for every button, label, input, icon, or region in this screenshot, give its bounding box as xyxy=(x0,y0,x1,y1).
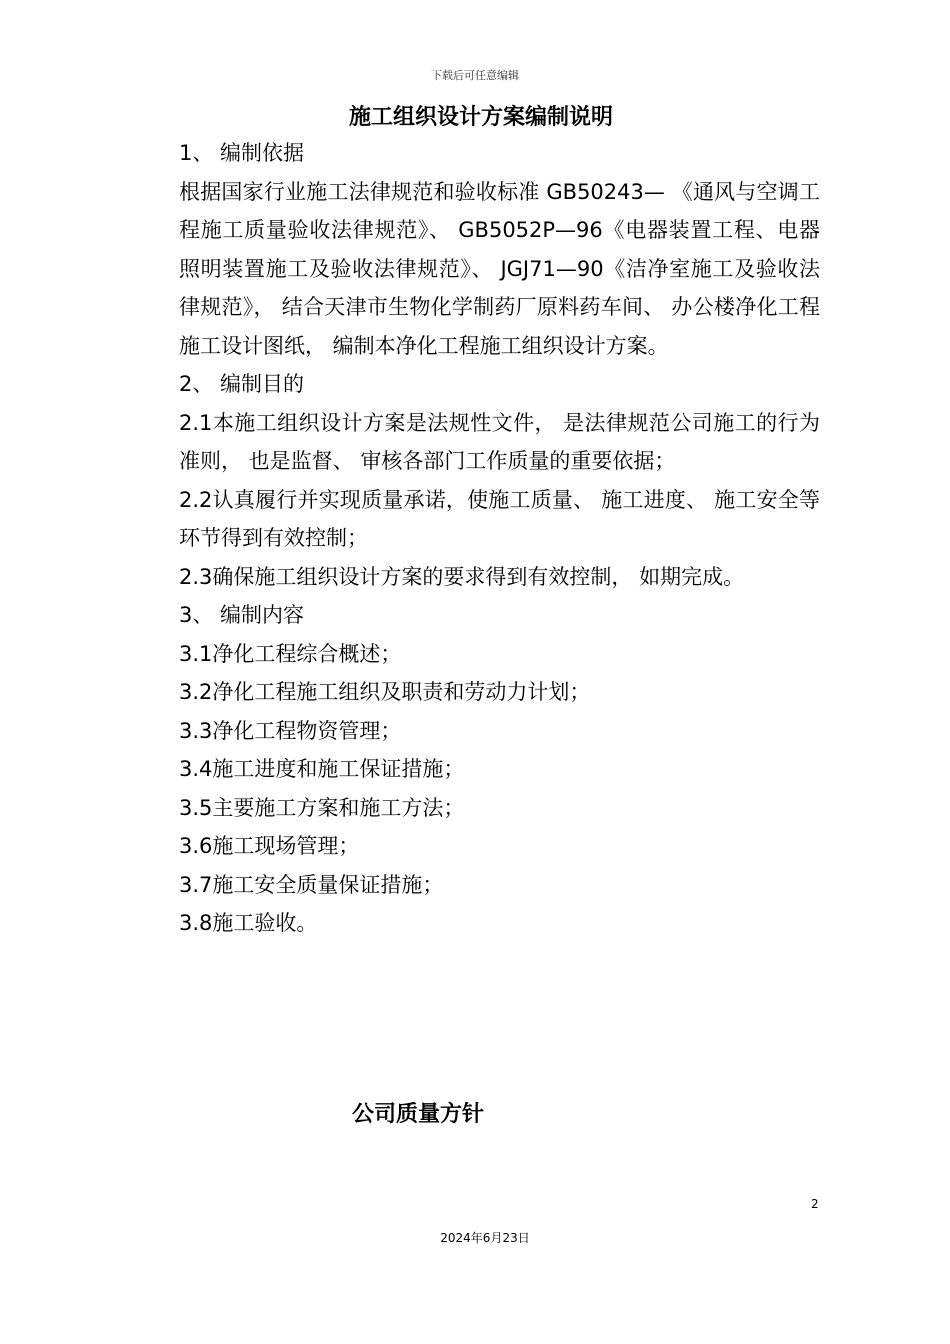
list-item: 3.3净化工程物资管理； xyxy=(179,718,402,743)
paragraph: 2.3确保施工组织设计方案的要求得到有效控制， 如期完成。 xyxy=(179,564,745,589)
list-item: 3.8施工验收。 xyxy=(179,911,318,935)
section-heading: 1、 编制依据 xyxy=(179,141,305,165)
policy-title: 公司质量方针 xyxy=(352,1102,485,1127)
section-heading: 3、 编制内容 xyxy=(179,603,305,627)
paragraph: 根据国家行业施工法律规范和验收标准 GB50243— 《通风与空调工程施工质量验收法律规范》、 GB5052P—96《电器装置工程、电器照明装置施工及验收法律规范》、 JGJ71—90《洁净室施工及验收法律规范》， 结合天津市生物化学制药厂原料药车间、 办公楼净化工程施工设计图纸， 编制本净化工程施工组织设计方案。 xyxy=(179,179,820,358)
list-item: 3.6施工现场管理； xyxy=(179,834,360,858)
page-number: 2 xyxy=(811,1197,819,1211)
list-item: 3.2净化工程施工组织及职责和劳动力计划； xyxy=(179,680,591,704)
list-item: 3.5主要施工方案和施工方法； xyxy=(179,795,465,820)
list-item: 3.4施工进度和施工保证措施； xyxy=(179,757,465,781)
paragraph: 2.1本施工组织设计方案是法规性文件， 是法律规范公司施工的行为准则， 也是监督、 审核各部门工作质量的重要依据； xyxy=(179,410,820,473)
document-title: 施工组织设计方案编制说明 xyxy=(348,105,613,130)
header-note: 下载后可任意编辑 xyxy=(431,69,519,82)
paragraph: 2.2认真履行并实现质量承诺，使施工质量、 施工进度、 施工安全等环节得到有效控制； xyxy=(179,487,820,550)
footer-date: 2024年6月23日 xyxy=(440,1231,530,1245)
document-body xyxy=(145,134,820,943)
list-item: 3.7施工安全质量保证措施； xyxy=(179,872,444,897)
list-item: 3.1净化工程综合概述； xyxy=(179,641,402,666)
section-heading: 2、 编制目的 xyxy=(179,372,305,396)
